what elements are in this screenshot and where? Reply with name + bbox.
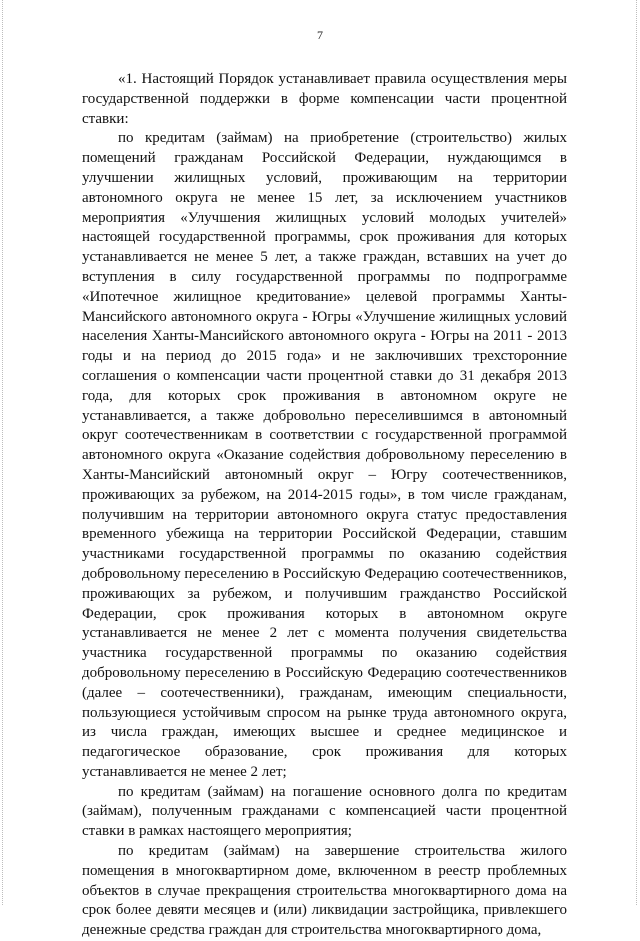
paragraph-refinancing-loans: по кредитам (займам) на погашение основного долга по кредитам (займам), полученным гражданами с компенсацией части процентной ставки в рамках настоящего мероприятия; — [82, 783, 567, 840]
page-number: 7 — [317, 28, 323, 42]
scan-edge-left — [2, 0, 4, 905]
paragraph-housing-loans: по кредитам (займам) на приобретение (строительство) жилых помещений гражданам Российской Федерации, нуждающимся в улучшении жилищных условий, проживающим на территории автономного округа не менее 15 лет, за исключением участников мероприятия «Улучшения жилищных условий молодых учителей» настоящей государственной программы, срок проживания для которых устанавливается не менее 5 лет, а также граждан, вставших на учет до вступления в силу государственной программы по подпрограмме «Ипотечное жилищное кредитование» целевой программы Ханты-Мансийского автономного округа - Югры «Улучшение жилищных условий населения Ханты-Мансийского автономного округа - Югры на 2011 - 2013 годы и на период до 2015 года» и не заключивших трехсторонние соглашения о компенсации части процентной ставки до 31 декабря 2013 года, для которых срок проживания в автономном округе не устанавливается, а также добровольно переселившимся в автономный округ соотечественникам в соответствии с государственной программой автономного округа «Оказание содействия добровольному переселению в Ханты-Мансийский автономный округ – Югру соотечественников, проживающих за рубежом, на 2014-2015 годы», в том числе гражданам, получившим на территории автономного округа статус предоставления временного убежища на территории Российской Федерации, ставшим участниками государственной программы по оказанию содействия добровольному переселению в Российскую Федерацию соотечественников, проживающих за рубежом, и получившим гражданство Российской Федерации, срок проживания которых в автономном округе устанавливается не менее 2 лет с момента получения свидетельства участника государственной программы по оказанию содействия добровольному переселению в Российскую Федерацию соотечественников (далее – соотечественники), гражданам, имеющим специальности, пользующиеся устойчивым спросом на рынке труда автономного округа, из числа граждан, имеющих высшее и среднее медицинское и педагогическое образование, срок проживания для которых устанавливается не менее 2 лет; — [82, 130, 567, 780]
scan-edge-right — [636, 0, 638, 905]
paragraph-intro: «1. Настоящий Порядок устанавливает правила осуществления меры государственной поддержки в форме компенсации части процентной ставки: — [82, 71, 567, 127]
document-body — [82, 70, 567, 941]
paragraph-construction-completion: по кредитам (займам) на завершение строительства жилого помещения в многоквартирном доме, включенном в реестр проблемных объектов в случае прекращения строительства многоквартирного дома на срок более девяти месяцев и (или) ликвидации застройщика, привлекшего денежные средства граждан для строительства многоквартирного дома, — [82, 843, 567, 939]
